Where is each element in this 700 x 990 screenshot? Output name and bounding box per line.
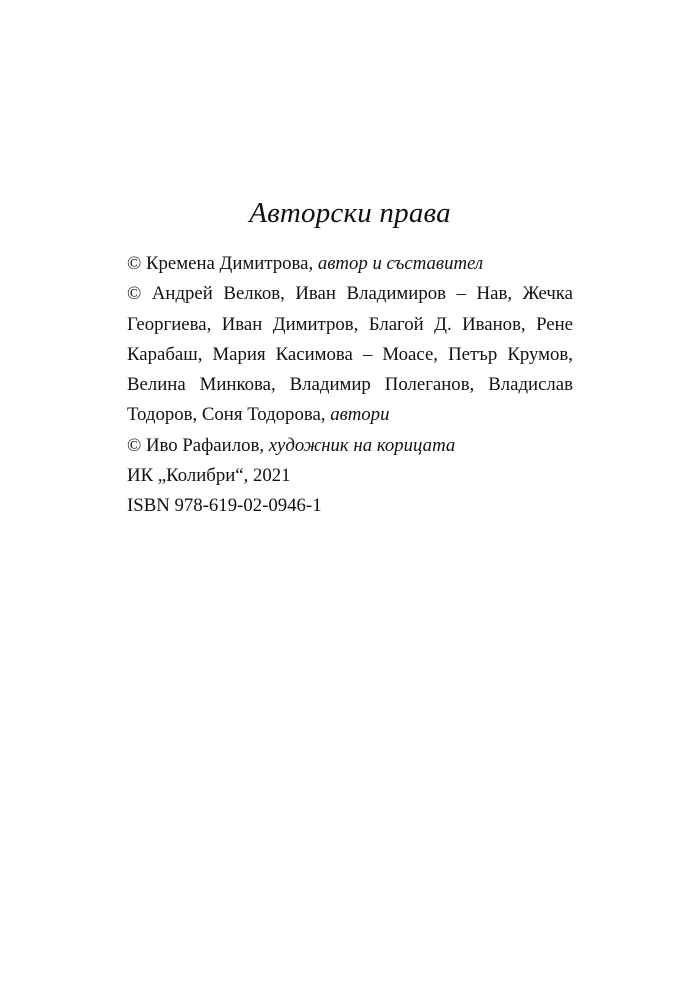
compiler-credit — [127, 249, 573, 279]
authors-credit — [127, 279, 573, 430]
publisher-line: ИК „Колибри“, 2021 — [127, 465, 291, 487]
cover-artist-credit-text: © Иво Рафаилов, — [127, 434, 269, 456]
copyright-block — [127, 249, 573, 522]
cover-artist-role: художник на корицата — [268, 434, 456, 456]
compiler-role: автор и съставител — [317, 253, 484, 274]
isbn-line: ISBN 978-619-02-0946-1 — [127, 495, 322, 517]
authors-credit-text: © Андрей Велков, Иван Владимиров – Нав, Жечка Георгиева, Иван Димитров, Благой Д. Иванов, Рене Карабаш, Мария Касимова – Моасе, Петър Крумов, Велина Минкова, Владимир Полеганов, Владислав Тодоров, Соня Тодорова, — [127, 283, 573, 426]
page-title: Авторски права — [249, 197, 451, 229]
compiler-credit-text: © Кремена Димитрова, — [127, 253, 318, 274]
authors-role: автори — [330, 404, 390, 426]
cover-artist-credit — [127, 431, 573, 461]
